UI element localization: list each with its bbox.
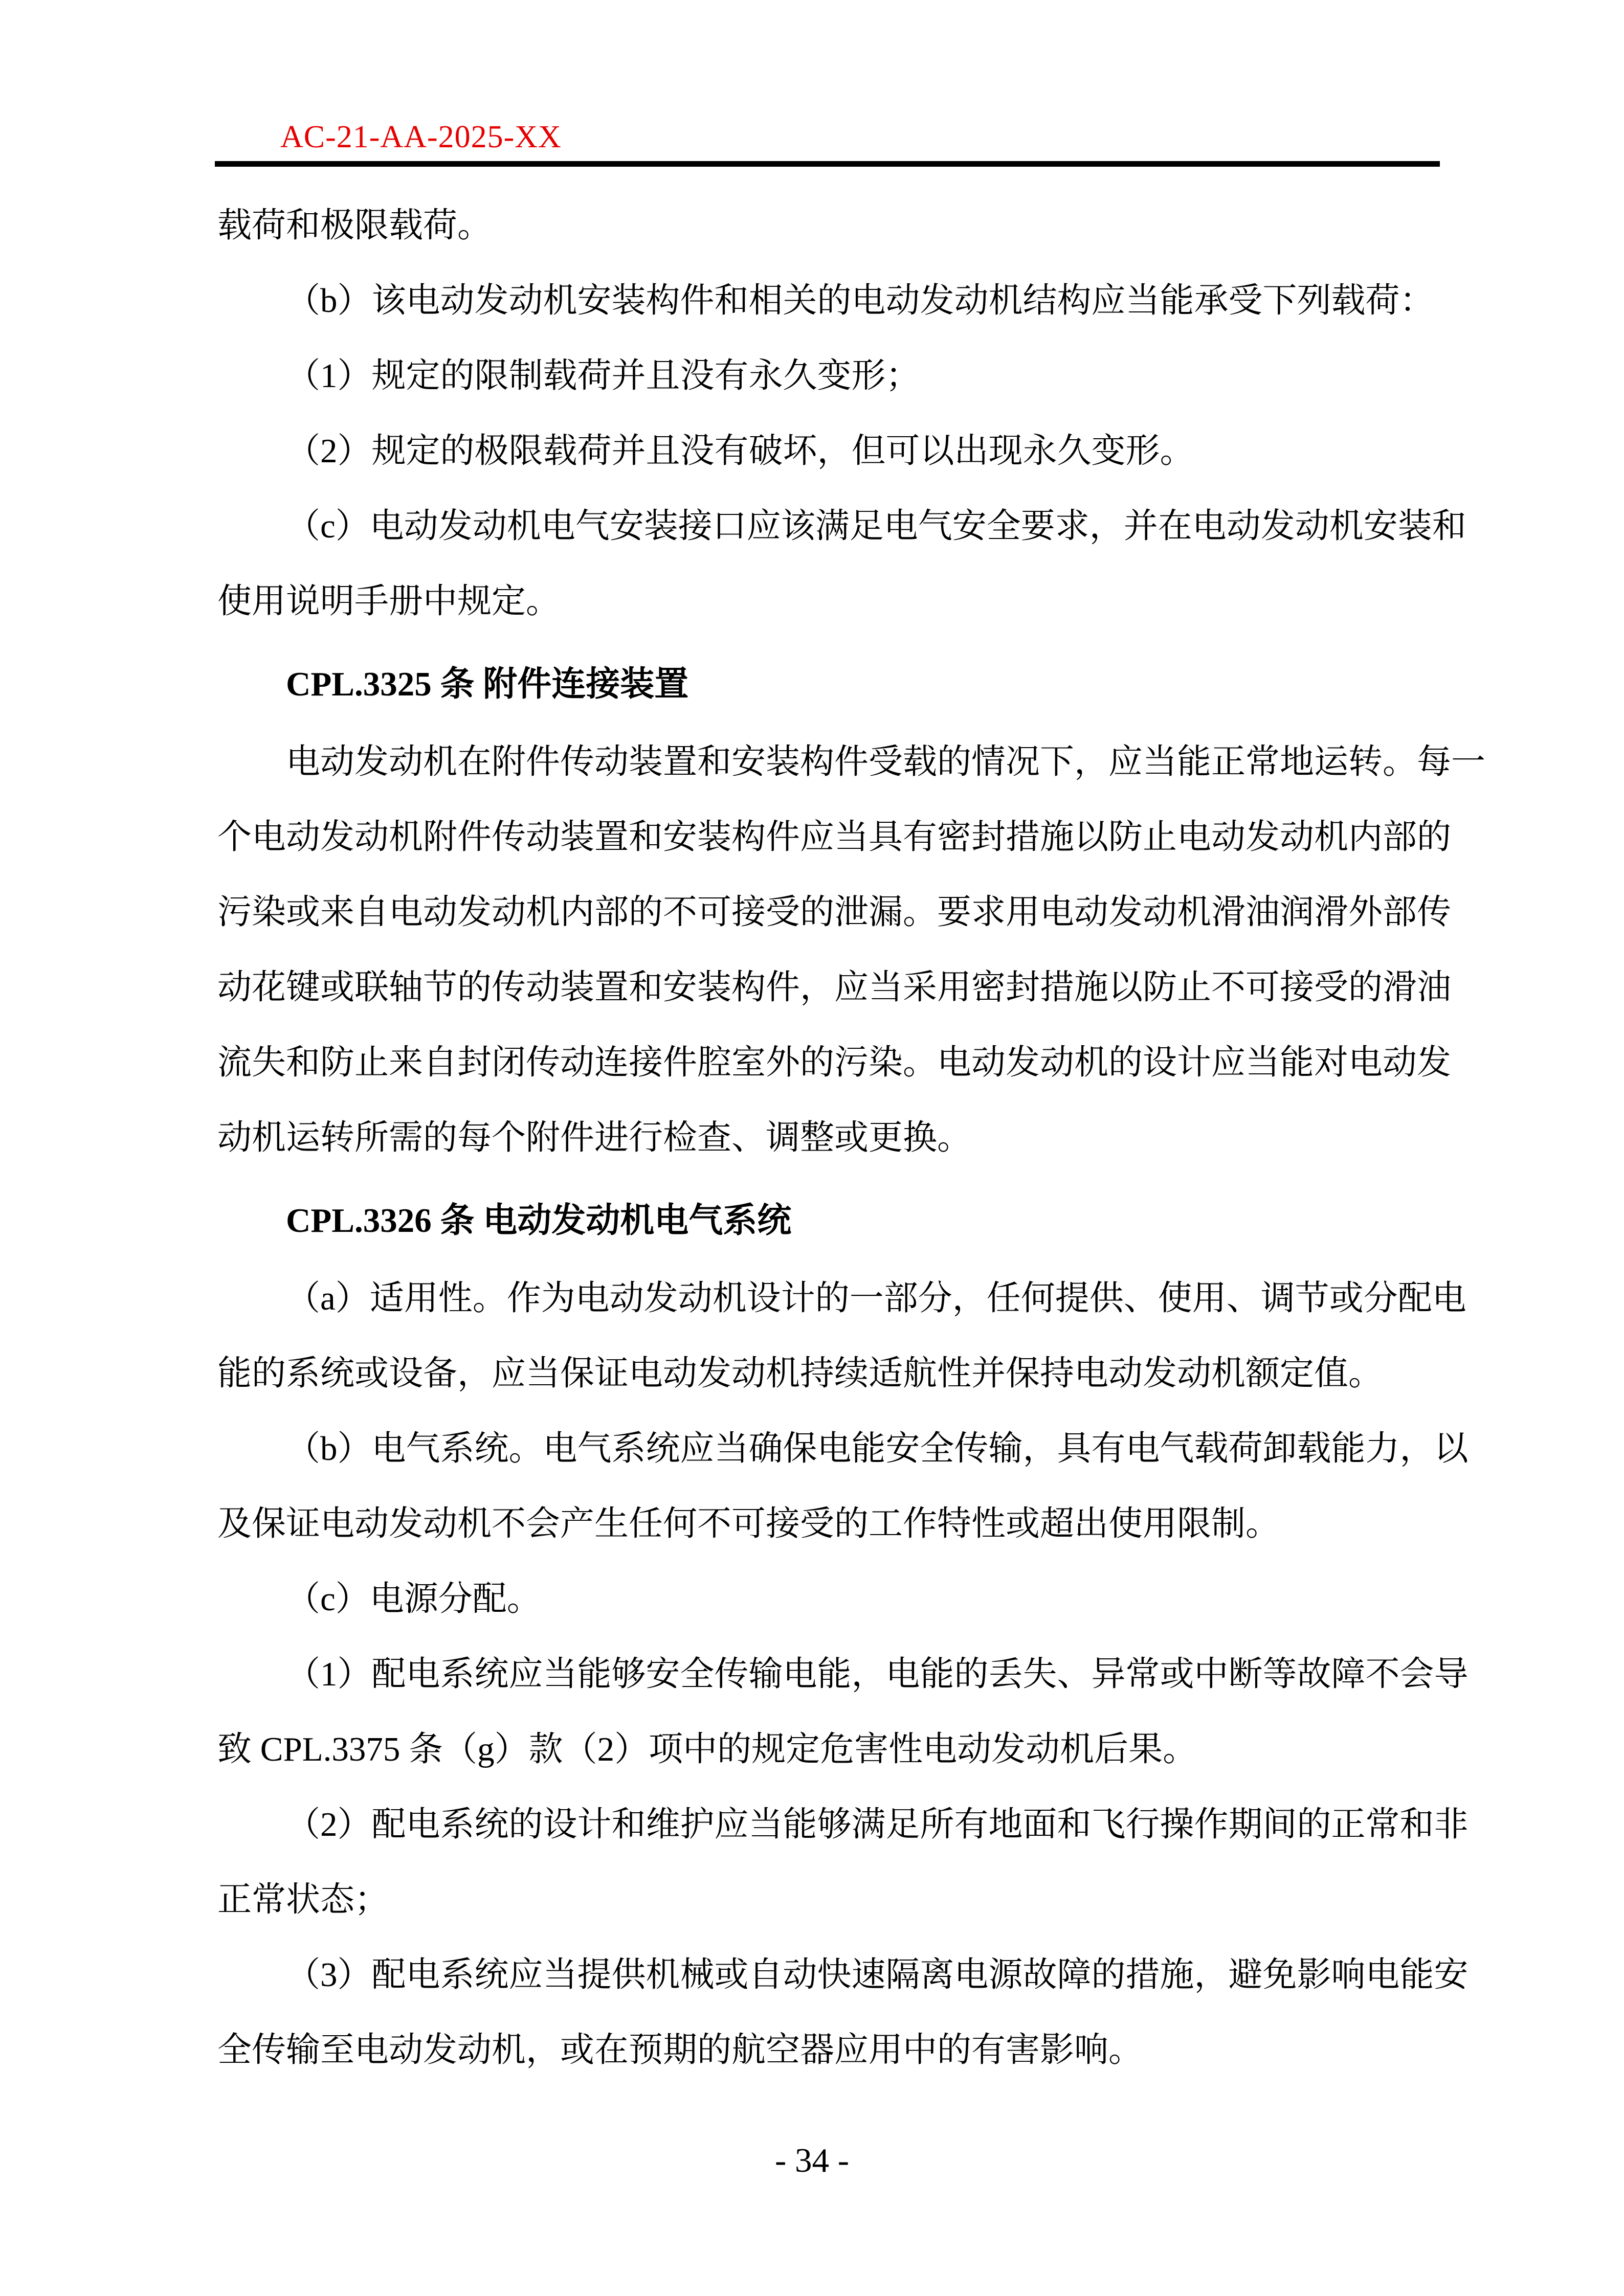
- text-line: 载荷和极限载荷。: [217, 207, 492, 244]
- text-line: 流失和防止来自封闭传动连接件腔室外的污染。电动发动机的设计应当能对电动发: [217, 1044, 1451, 1082]
- text-line: 能的系统或设备，应当保证电动发动机持续适航性并保持电动发动机额定值。: [217, 1355, 1383, 1392]
- text-line: （b）电气系统。电气系统应当确保电能安全传输，具有电气载荷卸载能力，以: [286, 1430, 1469, 1468]
- text-line: （1）配电系统应当能够安全传输电能，电能的丢失、异常或中断等故障不会导: [286, 1655, 1469, 1693]
- text-line: 全传输至电动发动机，或在预期的航空器应用中的有害影响。: [217, 2031, 1143, 2069]
- header-rule: [215, 161, 1440, 167]
- text-line: 正常状态；: [217, 1881, 389, 1919]
- document-body: [217, 188, 1485, 2088]
- text-line: （c）电源分配。: [286, 1580, 541, 1618]
- text-line: （2）规定的极限载荷并且没有破坏，但可以出现永久变形。: [286, 432, 1194, 470]
- text-line: （3）配电系统应当提供机械或自动快速隔离电源故障的措施，避免影响电能安: [286, 1956, 1469, 1994]
- text-line: 使用说明手册中规定。: [217, 582, 560, 620]
- page-number: - 34 -: [774, 2142, 850, 2179]
- text-line: （a）适用性。作为电动发动机设计的一部分，任何提供、使用、调节或分配电: [286, 1279, 1466, 1317]
- text-line: （c）电动发动机电气安装接口应该满足电气安全要求，并在电动发动机安装和: [286, 507, 1466, 545]
- text-line: （2）配电系统的设计和维护应当能够满足所有地面和飞行操作期间的正常和非: [286, 1806, 1469, 1843]
- text-line: 动花键或联轴节的传动装置和安装构件，应当采用密封措施以防止不可接受的滑油: [217, 969, 1451, 1006]
- section-heading: CPL.3326 条 电动发动机电气系统: [286, 1202, 792, 1240]
- text-line: （b）该电动发动机安装构件和相关的电动发动机结构应当能承受下列载荷：: [286, 282, 1434, 320]
- text-line: （1）规定的限制载荷并且没有永久变形；: [286, 357, 920, 395]
- section-heading: CPL.3325 条 附件连接装置: [286, 665, 689, 703]
- text-line: 及保证电动发动机不会产生任何不可接受的工作特性或超出使用限制。: [217, 1505, 1280, 1543]
- text-line: 个电动发动机附件传动装置和安装构件应当具有密封措施以防止电动发动机内部的: [217, 818, 1451, 856]
- text-line: 动机运转所需的每个附件进行检查、调整或更换。: [217, 1119, 971, 1157]
- text-line: 电动发动机在附件传动装置和安装构件受载的情况下，应当能正常地运转。每一: [286, 743, 1485, 781]
- text-line: 污染或来自电动发动机内部的不可接受的泄漏。要求用电动发动机滑油润滑外部传: [217, 893, 1451, 931]
- document-code: AC-21-AA-2025-XX: [280, 120, 562, 154]
- text-line: 致 CPL.3375 条（g）款（2）项中的规定危害性电动发动机后果。: [217, 1730, 1197, 1768]
